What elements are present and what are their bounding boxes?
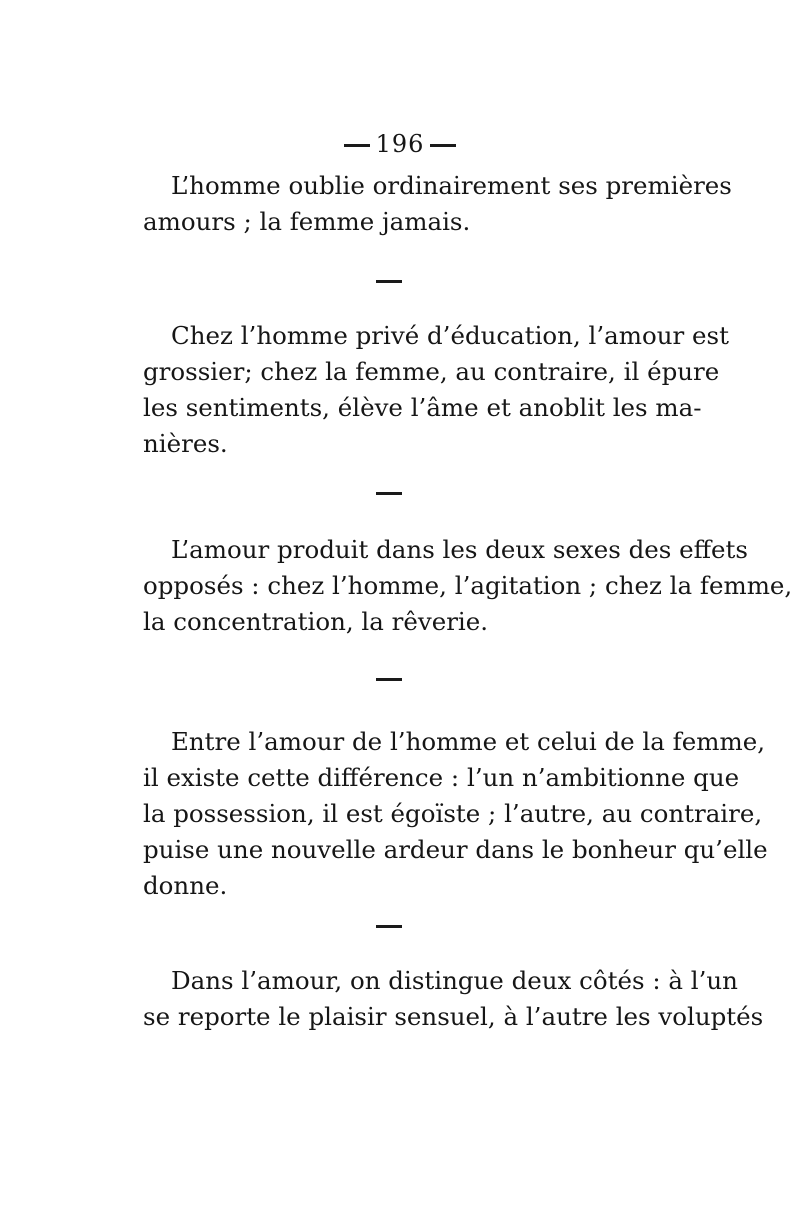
paragraph-line: Entre l’amour de l’homme et celui de la femme,: [171, 727, 765, 756]
paragraph-line: opposés : chez l’homme, l’agitation ; chez la femme,: [143, 571, 793, 600]
section-separator: [376, 492, 402, 495]
page-number-text: 196: [375, 130, 425, 158]
paragraph-line: nières.: [143, 429, 228, 458]
page-number-dash-left: [344, 144, 370, 147]
paragraph-line: Dans l’amour, on distingue deux côtés : à l’un: [171, 966, 738, 995]
paragraph-line: Chez l’homme privé d’éducation, l’amour est: [171, 321, 729, 350]
paragraph-line: la possession, il est égoïste ; l’autre, au contraire,: [143, 799, 763, 828]
paragraph-line: il existe cette différence : l’un n’ambitionne que: [143, 763, 740, 792]
section-separator: [376, 925, 402, 928]
paragraph-2: [143, 318, 729, 462]
paragraph-line: L’amour produit dans les deux sexes des effets: [171, 535, 748, 564]
paragraph-3: [143, 532, 793, 640]
paragraph-line: puise une nouvelle ardeur dans le bonheur qu’elle: [143, 835, 768, 864]
paragraph-line: la concentration, la rêverie.: [143, 607, 489, 636]
paragraph-line: amours ; la femme jamais.: [143, 207, 471, 236]
paragraph-line: donne.: [143, 871, 228, 900]
section-separator: [376, 280, 402, 283]
paragraph-1: [143, 168, 732, 240]
page-number: [0, 130, 800, 158]
paragraph-line: L’homme oublie ordinairement ses premières: [171, 171, 732, 200]
paragraph-line: les sentiments, élève l’âme et anoblit les ma-: [143, 393, 702, 422]
paragraph-line: se reporte le plaisir sensuel, à l’autre les voluptés: [143, 1002, 764, 1031]
page-number-dash-right: [430, 144, 456, 147]
paragraph-5: [143, 963, 764, 1035]
section-separator: [376, 678, 402, 681]
paragraph-4: [143, 724, 768, 904]
paragraph-line: grossier; chez la femme, au contraire, il épure: [143, 357, 720, 386]
